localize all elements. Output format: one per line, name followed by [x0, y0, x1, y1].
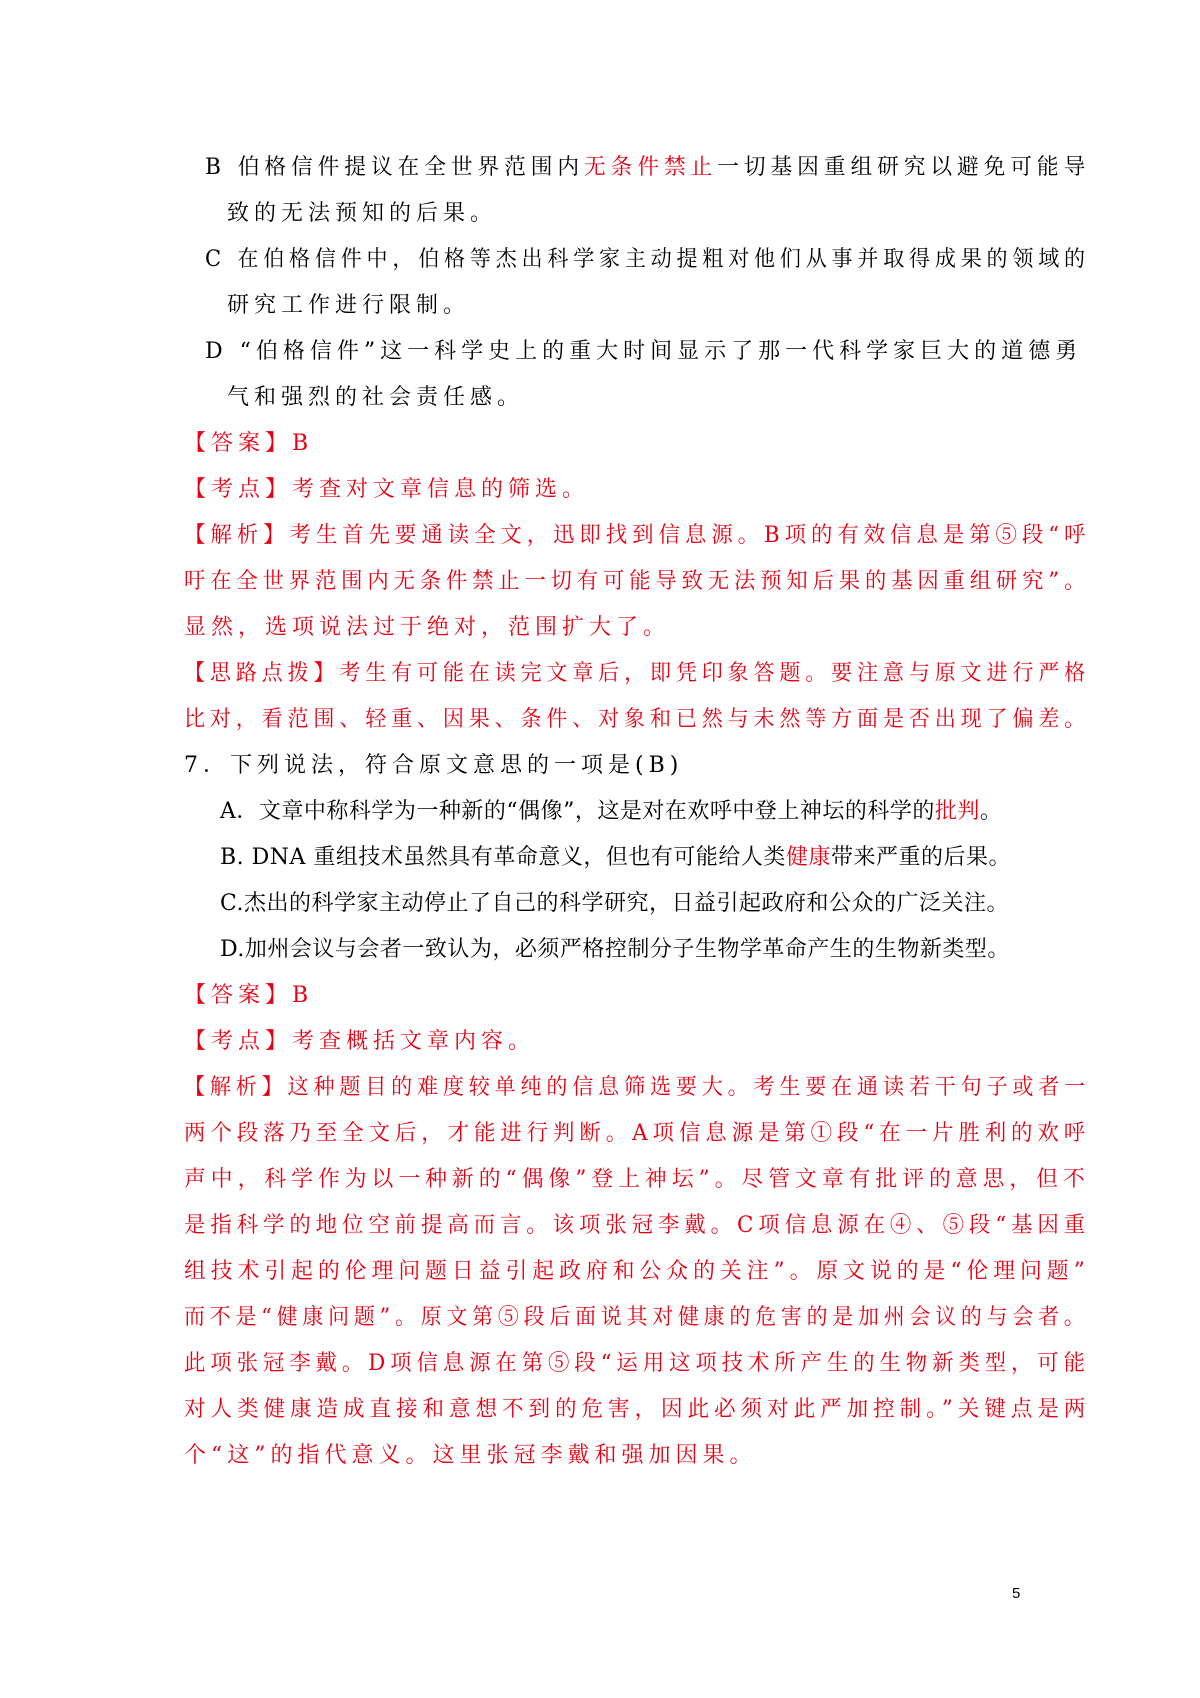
q6-option-b-continued: 致的无法预知的后果。	[227, 201, 498, 226]
q7-jiexi-line: 声中，科学作为以一种新的“偶像”登上神坛”。尽管文章有批评的意思，但不	[184, 1167, 1090, 1192]
q7-jiexi-line: 是指科学的地位空前提高而言。该项张冠李戴。C项信息源在④、⑤段“基因重	[184, 1213, 1091, 1238]
q7-kaodian-text: 考查概括文章内容。	[292, 1029, 536, 1054]
q7-kaodian	[184, 1027, 535, 1057]
q7-option-b-text-post: 带来严重的后果。	[830, 845, 1011, 870]
q7-jiexi-line: 此项张冠李戴。D项信息源在第⑤段“运用这项技术所产生的生物新类型，可能	[184, 1351, 1090, 1376]
q7-answer-label: 【答案】	[184, 983, 293, 1008]
q6-answer-value: B	[292, 431, 314, 456]
q7-answer	[184, 981, 313, 1011]
q6-jiexi-line: 考生首先要通读全文，迅即找到信息源。B项的有效信息是第⑤段“呼	[289, 523, 1091, 548]
q7-option-a-text-pre: A．文章中称科学为一种新的“偶像”，这是对在欢呼中登上神坛的科学的	[220, 799, 935, 824]
q6-silu-line: 考生有可能在读完文章后，即凭印象答题。要注意与原文进行严格	[339, 661, 1091, 686]
q6-option-d	[205, 337, 1082, 367]
q7-option-a-text-post: 。	[979, 799, 1003, 824]
q6-silu-label: 【思路点拨】	[184, 661, 340, 686]
q6-jiexi-label: 【解析】	[184, 523, 290, 548]
q7-answer-value: B	[292, 983, 314, 1008]
q7-option-b	[220, 843, 1011, 873]
q6-answer	[184, 429, 313, 459]
q7-jiexi-line: 组技术引起的伦理问题日益引起政府和公众的关注”。原文说的是“伦理问题”	[184, 1259, 1090, 1284]
q7-option-c: C.杰出的科学家主动停止了自己的科学研究，日益引起政府和公众的广泛关注。	[220, 891, 1010, 916]
page-number: 5	[1012, 1585, 1021, 1602]
q7-jiexi-line: 而不是“健康问题”。原文第⑤段后面说其对健康的危害的是加州会议的与会者。	[184, 1305, 1090, 1330]
q7-option-a	[220, 797, 1002, 827]
q7-jiexi-label: 【解析】	[184, 1075, 288, 1100]
q6-silu	[184, 659, 1090, 689]
q7-stem: 7．下列说法，符合原文意思的一项是(B)	[184, 753, 684, 778]
q6-jiexi	[184, 521, 1090, 551]
q6-option-c-continued: 研究工作进行限制。	[227, 293, 471, 318]
q6-option-d-text: “伯格信件”这一科学史上的重大时间显示了那一代科学家巨大的道德勇	[239, 339, 1083, 364]
q7-option-b-highlight: 健康	[785, 845, 831, 870]
q6-kaodian	[184, 475, 589, 505]
q6-option-b-text-post: 一切基因重组研究以避免可能导	[717, 155, 1091, 180]
q6-option-b-text-pre: 伯格信件提议在全世界范围内	[237, 155, 585, 180]
q6-silu-line: 比对，看范围、轻重、因果、条件、对象和已然与未然等方面是否出现了偏差。	[184, 707, 1091, 732]
q7-option-a-highlight: 批判	[934, 799, 980, 824]
q7-jiexi-line: 两个段落乃至全文后，才能进行判断。A项信息源是第①段“在一片胜利的欢呼	[184, 1121, 1091, 1146]
q7-jiexi-line: 个“这”的指代意义。这里张冠李戴和强加因果。	[184, 1443, 757, 1468]
q6-option-d-letter: D	[205, 339, 228, 364]
q6-jiexi-line: 吁在全世界范围内无条件禁止一切有可能导致无法预知后果的基因重组研究”。	[184, 569, 1091, 594]
q6-kaodian-label: 【考点】	[184, 477, 293, 502]
q7-option-b-text-pre: B. DNA 重组技术虽然具有革命意义，但也有可能给人类	[220, 845, 786, 870]
q6-kaodian-text: 考查对文章信息的筛选。	[292, 477, 590, 502]
q7-jiexi-line: 对人类健康造成直接和意想不到的危害，因此必须对此严加控制。”关键点是两	[184, 1397, 1091, 1422]
q6-option-b-highlight: 无条件禁止	[584, 155, 718, 180]
q7-kaodian-label: 【考点】	[184, 1029, 293, 1054]
q7-jiexi-line: 这种题目的难度较单纯的信息筛选要大。考生要在通读若干句子或者一	[287, 1075, 1091, 1100]
q7-jiexi	[184, 1073, 1090, 1103]
q6-jiexi-line: 显然，选项说法过于绝对，范围扩大了。	[184, 615, 671, 640]
q6-option-d-continued: 气和强烈的社会责任感。	[227, 385, 525, 410]
q7-option-d: D.加州会议与会者一致认为，必须严格控制分子生物学革命产生的生物新类型。	[220, 937, 1010, 962]
q6-option-c-text: 在伯格信件中，伯格等杰出科学家主动提粗对他们从事并取得成果的领域的	[237, 247, 1090, 272]
q6-option-c-letter: C	[205, 247, 226, 272]
q6-option-b-letter: B	[205, 155, 226, 180]
q6-answer-label: 【答案】	[184, 431, 293, 456]
q6-option-c	[205, 245, 1090, 275]
q6-option-b	[205, 153, 1090, 183]
